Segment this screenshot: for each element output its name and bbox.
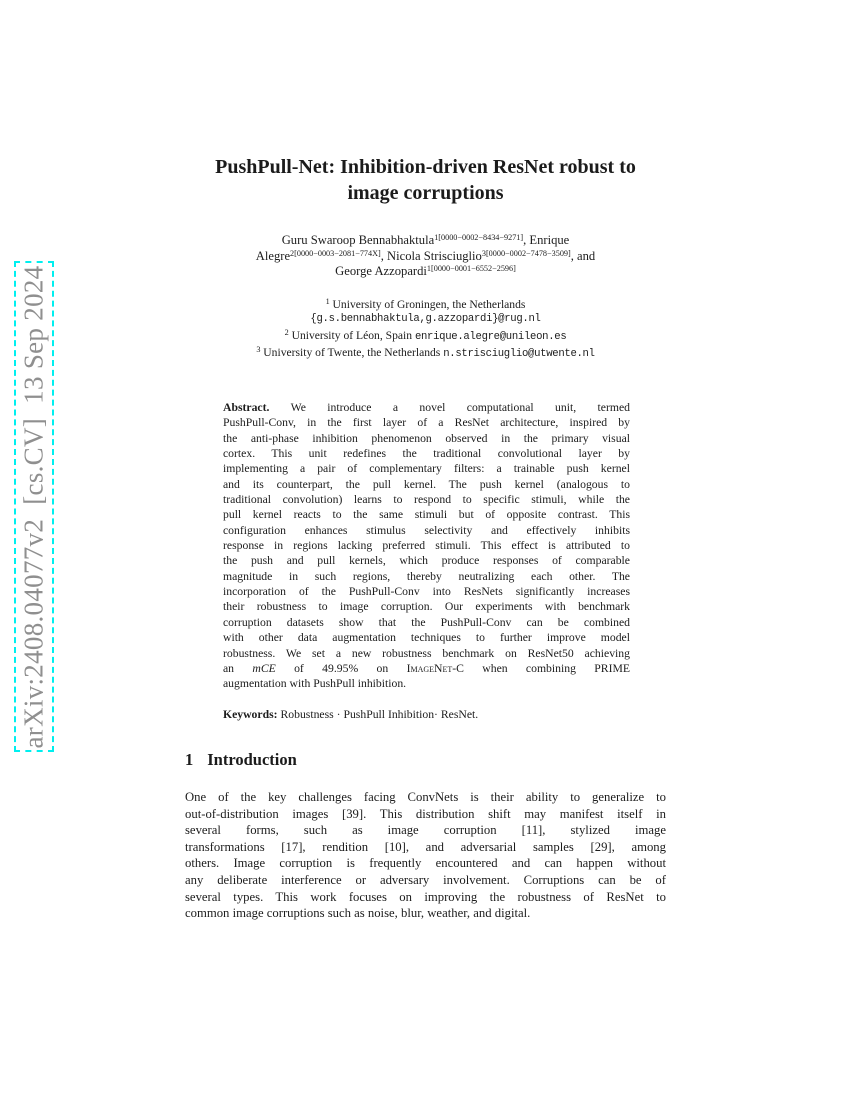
author-block (165, 233, 686, 280)
abstract-line: PushPull-Conv, in the first layer of a ResNet architecture, inspired by (223, 416, 630, 430)
author-name: , and (570, 248, 596, 263)
arxiv-stamp-link-box[interactable] (14, 261, 54, 752)
affiliation-line (165, 345, 686, 362)
author-line (165, 233, 686, 249)
abstract-line-mce: an mCE of 49.95% on ImageNet-C when combining PRIME (223, 661, 630, 675)
abstract-line: the anti-phase inhibition phenomenon observed in the primary visual (223, 431, 630, 445)
author-line (165, 264, 686, 280)
affiliation-email: {g.s.bennabhaktula,g.azzopardi}@rug.nl (310, 313, 541, 326)
affiliation-block (165, 297, 686, 363)
paragraph-line: several types. This work focuses on improving the robustness of ResNet to (185, 889, 666, 904)
author-name: , Nicola Strisciuglio (380, 248, 482, 263)
paragraph-line: several forms, such as image corruption [11], stylized image (185, 823, 666, 838)
paragraph-line: others. Image corruption is frequently encountered and can happen without (185, 856, 666, 871)
abstract-line: traditional convolution) learns to respond to specific stimuli, while the (223, 493, 630, 507)
affiliation-marker: 3 (256, 345, 261, 355)
keywords (223, 708, 630, 721)
section-number: 1 (185, 750, 194, 769)
section-heading-introduction (185, 750, 297, 770)
abstract-line: the push and pull kernels, which produce responses of comparable (223, 554, 630, 568)
author-orcid: 2[0000−0003−2081−774X] (290, 248, 381, 258)
abstract-line: with other data augmentation techniques to further improve model (223, 631, 630, 645)
affiliation-marker: 2 (284, 327, 289, 337)
author-orcid: 3[0000−0002−7478−3509] (481, 248, 571, 258)
abstract-line: corruption datasets show that the PushPull-Conv can be combined (223, 615, 630, 629)
abstract-label: Abstract. (223, 401, 270, 414)
arxiv-watermark-text[interactable]: arXiv:2408.04077v2 [cs.CV] 13 Sep 2024 (18, 265, 49, 748)
abstract-line: response in regions lacking preferred stimuli. This effect is attributed to (223, 539, 630, 553)
affiliation-text: University of Léon, Spain (288, 328, 415, 342)
paper-title (185, 154, 666, 206)
abstract-line: implementing a pair of complementary filters: a trainable push kernel (223, 462, 630, 476)
abstract (223, 400, 630, 692)
introduction-paragraph (185, 789, 666, 922)
abstract-line: pull kernel reacts to the same stimuli but of opposite contrast. This (223, 508, 630, 522)
author-orcid: 1[0000−0002−8434−9271] (434, 233, 524, 242)
affiliation-email: n.strisciuglio@utwente.nl (443, 348, 595, 361)
abstract-line: configuration enhances stimulus selectivity and effectively inhibits (223, 523, 630, 537)
abstract-line: augmentation with PushPull inhibition. (223, 677, 407, 691)
mce-metric: mCE (252, 661, 276, 675)
affiliation-line (165, 328, 686, 345)
abstract-line: Abstract. We introduce a novel computational unit, termed (223, 401, 630, 414)
author-name: George Azzopardi (335, 264, 427, 279)
paragraph-line: out-of-distribution images [39]. This distribution shift may manifest itself in (185, 806, 666, 821)
abstract-line: magnitude in such regions, thereby neutralizing each other. The (223, 569, 630, 583)
affiliation-line (165, 297, 686, 312)
paper-title-line2: image corruptions (347, 182, 504, 204)
abstract-line: and its counterpart, the pull kernel. The push kernel (analogous to (223, 477, 630, 491)
abstract-line: cortex. This unit redefines the traditional convolutional layer by (223, 447, 630, 461)
author-name: Alegre (255, 248, 291, 263)
keywords-label: Keywords: (223, 708, 278, 721)
paragraph-line: One of the key challenges facing ConvNets is their ability to generalize to (185, 790, 666, 804)
affiliation-text: University of Twente, the Netherlands (260, 346, 444, 360)
abstract-line: incorporation of the PushPull-Conv into ResNets significantly increases (223, 585, 630, 599)
author-orcid: 1[0000−0001−6552−2596] (426, 264, 516, 274)
abstract-line: robustness. We set a new robustness benchmark on ResNet50 achieving (223, 646, 630, 660)
affiliation-email: enrique.alegre@unileon.es (414, 330, 567, 343)
paragraph-line: common image corruptions such as noise, blur, weather, and digital. (185, 906, 531, 921)
paragraph-line: any deliberate interference or adversary involvement. Corruptions can be of (185, 872, 666, 887)
paper-title-line1: PushPull-Net: Inhibition-driven ResNet robust to (215, 156, 636, 178)
author-name: Guru Swaroop Bennabhaktula (281, 233, 435, 247)
author-line (165, 249, 686, 265)
imagenet-c-name: ImageNet (406, 661, 453, 675)
author-name: , Enrique (523, 233, 570, 247)
section-title: Introduction (207, 750, 297, 769)
keywords-text: Robustness · PushPull Inhibition· ResNet. (277, 708, 479, 721)
affiliation-text: University of Groningen, the Netherlands (329, 298, 526, 311)
paragraph-line: transformations [17], rendition [10], and adversarial samples [29], among (185, 839, 666, 854)
affiliation-marker: 1 (325, 297, 330, 306)
abstract-line: their robustness to image corruption. Our experiments with benchmark (223, 600, 630, 614)
